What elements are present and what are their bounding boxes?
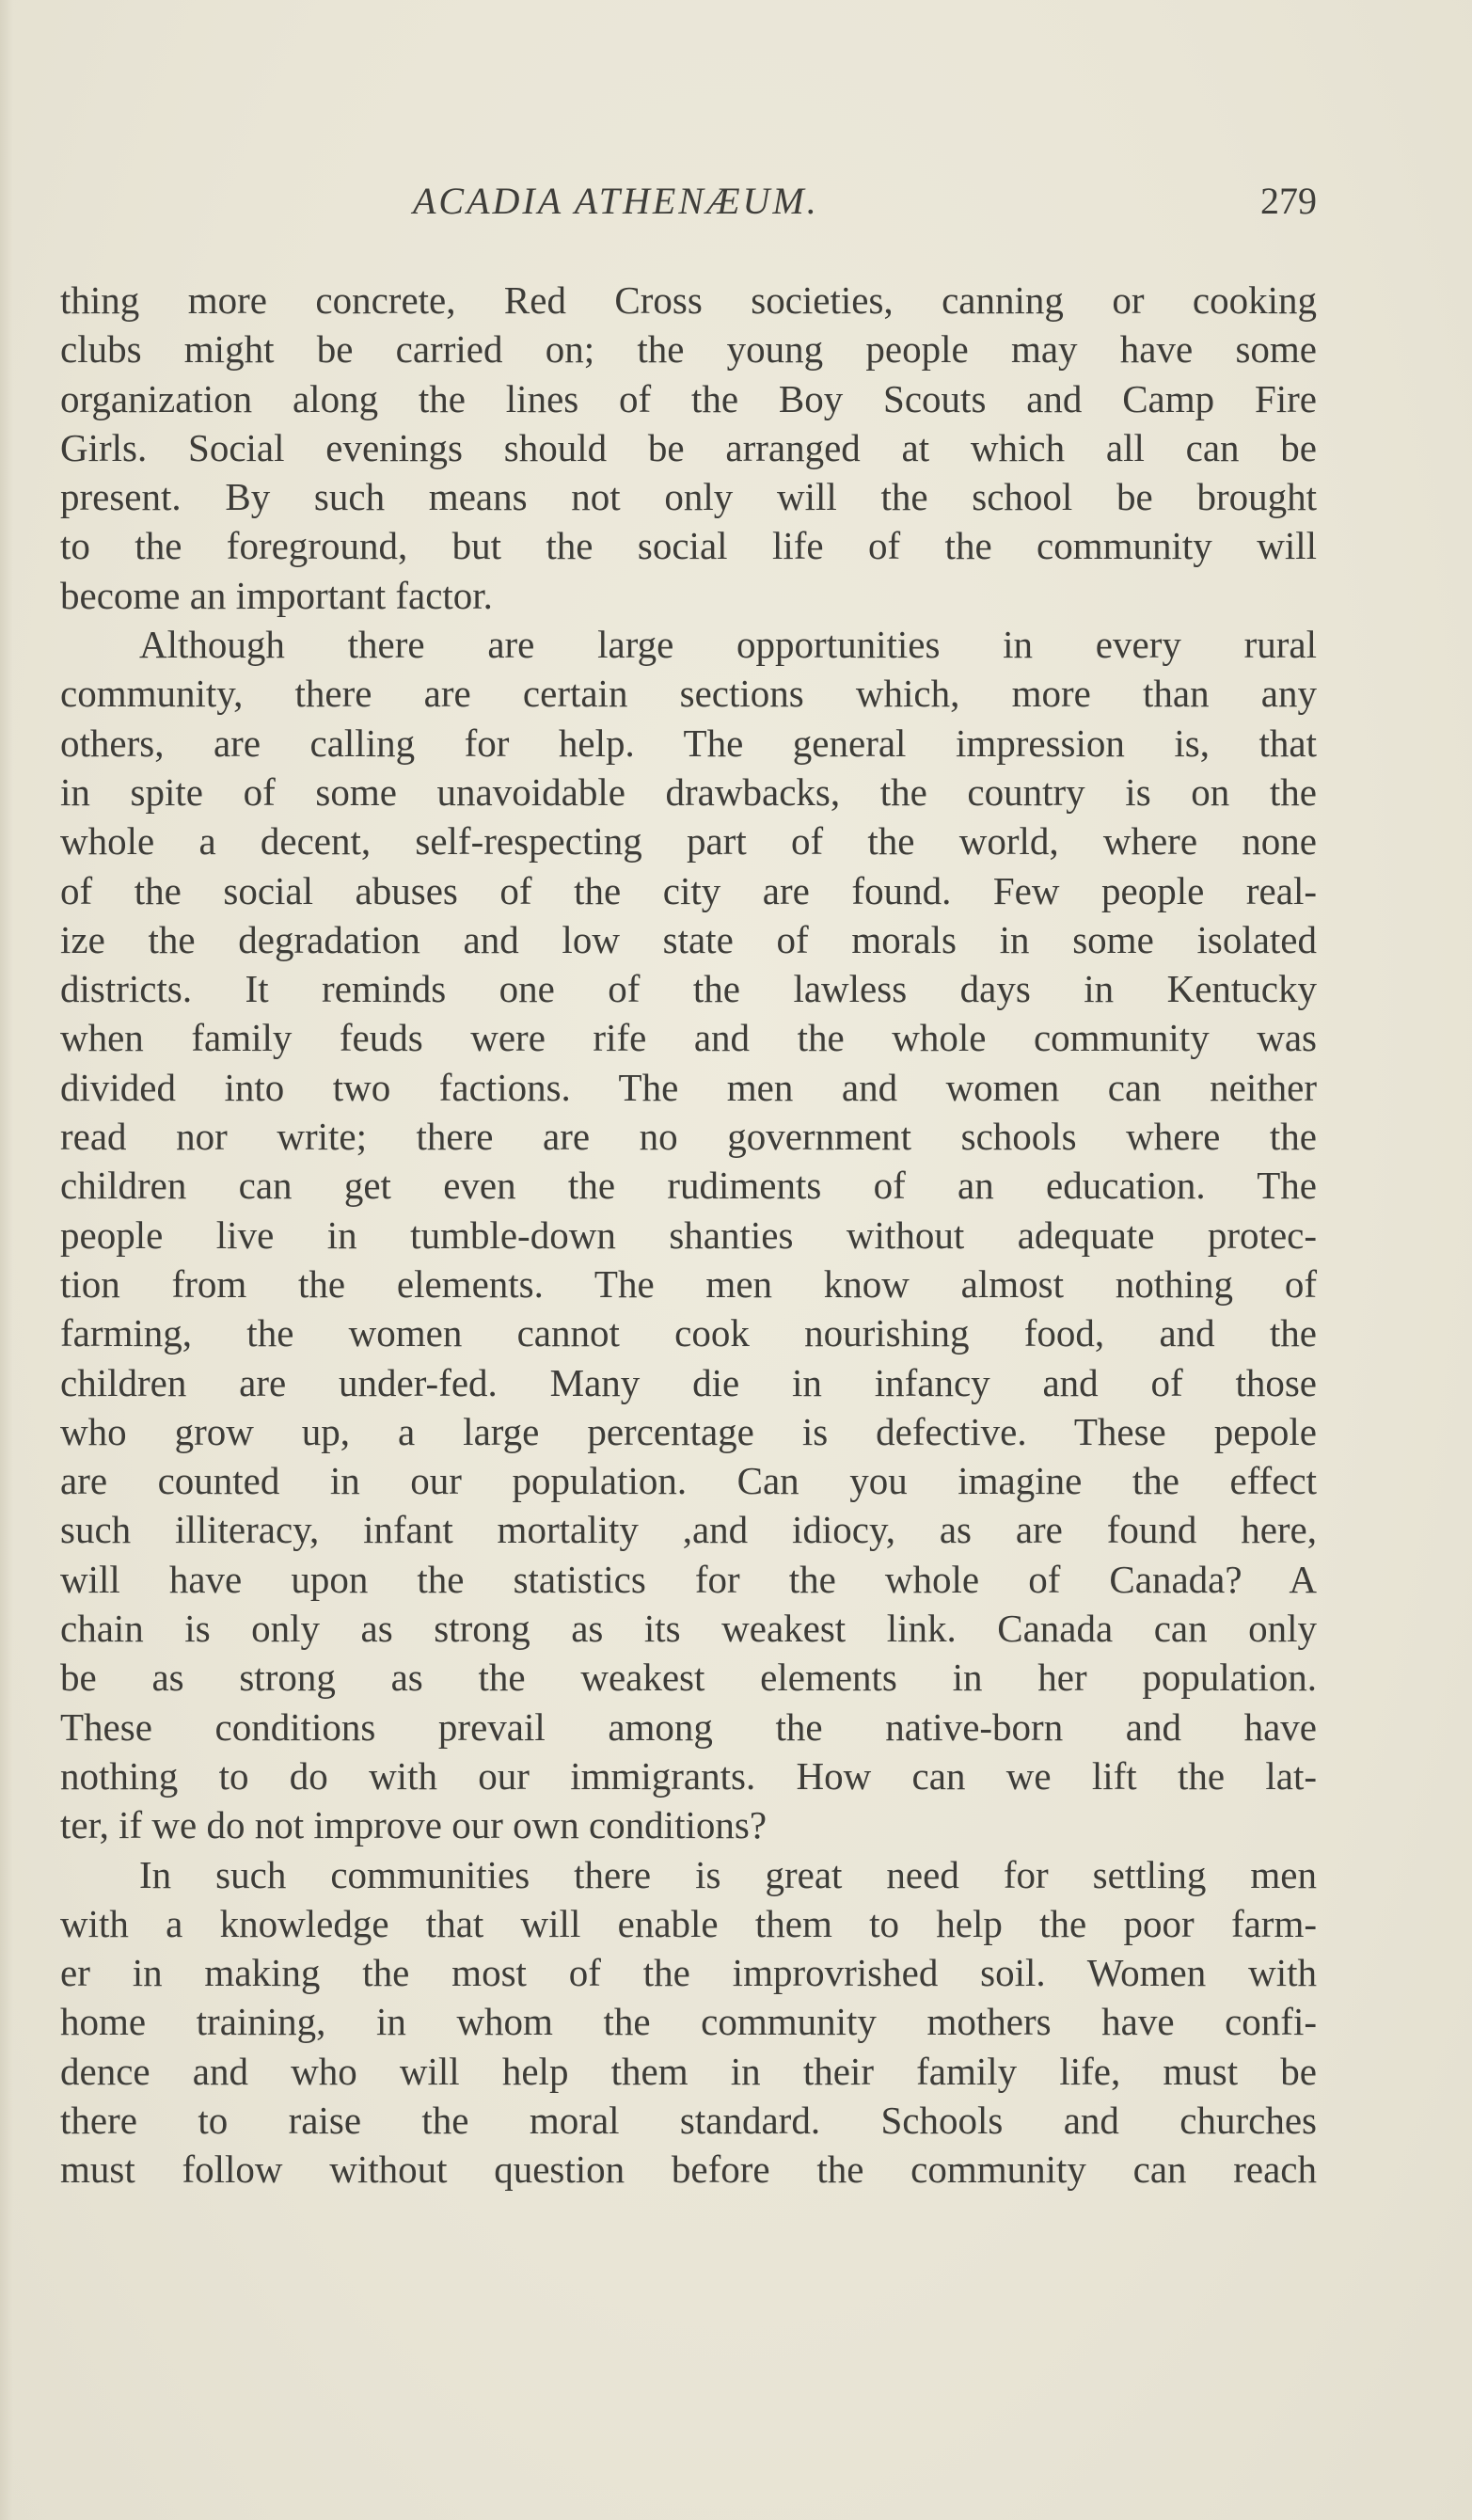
page-number: 279 [1260,180,1317,222]
text-line: there to raise the moral standard. Schools and churches [60,2098,1317,2142]
text-line: These conditions prevail among the native-born and have [60,1704,1317,1749]
text-line: such illiteracy, infant mortality ,and idiocy, as are found here, [60,1508,1317,1552]
text-line: who grow up, a large percentage is defective. These pepole [60,1409,1317,1453]
text-line: divided into two factions. The men and women can neither [60,1065,1317,1109]
text-line: nothing to do with our immigrants. How can we lift the lat- [60,1753,1317,1798]
text-line: others, are calling for help. The general impression is, that [60,721,1317,765]
text-line: of the social abuses of the city are found. Few people real- [60,868,1317,912]
page-gutter-shadow [0,0,13,2520]
text-line: whole a decent, self-respecting part of the world, where none [60,819,1317,864]
text-line: present. By such means not only will the school be brought [60,475,1317,519]
text-line: to the foreground, but the social life of the community will [60,524,1317,568]
text-line: er in making the most of the improvrished soil. Women with [60,1951,1317,1995]
text-line: In such communities there is great need for settling men [139,1852,1317,1896]
body-text [60,276,1317,2195]
text-line: must follow without question before the community can reach [60,2148,1317,2192]
text-line: organization along the lines of the Boy Scouts and Camp Fire [60,376,1317,420]
text-line: with a knowledge that will enable them to help the poor farm- [60,1901,1317,1945]
text-line: are counted in our population. Can you imagine the effect [60,1459,1317,1503]
text-line: ter, if we do not improve our own conditions? [60,1803,768,1847]
text-line: thing more concrete, Red Cross societies, canning or cooking [60,278,1317,322]
text-line: people live in tumble-down shanties without adequate protec- [60,1212,1317,1257]
text-line: children can get even the rudiments of an education. The [60,1164,1317,1208]
text-line: districts. It reminds one of the lawless days in Kentucky [60,967,1317,1011]
text-line: read nor write; there are no government schools where the [60,1115,1317,1159]
text-line: clubs might be carried on; the young people may have some [60,327,1317,372]
text-line: community, there are certain sections which, more than any [60,672,1317,716]
text-line: tion from the elements. The men know almost nothing of [60,1261,1317,1306]
text-line: Although there are large opportunities in every rural [139,623,1317,667]
text-line: farming, the women cannot cook nourishing food, and the [60,1311,1317,1355]
text-line: home training, in whom the community mothers have confi- [60,2000,1317,2044]
text-line: will have upon the statistics for the whole of Canada? A [60,1557,1317,1601]
running-title: ACADIA ATHENÆUM. [413,180,819,222]
text-line: become an important factor. [60,573,493,617]
page-header [60,179,1317,235]
text-line: be as strong as the weakest elements in her population. [60,1656,1317,1700]
text-line: dence and who will help them in their family life, must be [60,2049,1317,2093]
text-line: children are under-fed. Many die in infancy and of those [60,1360,1317,1404]
text-line: chain is only as strong as its weakest link. Canada can only [60,1607,1317,1651]
text-line: ize the degradation and low state of morals in some isolated [60,917,1317,961]
text-line: when family feuds were rife and the whole community was [60,1016,1317,1060]
text-line: in spite of some unavoidable drawbacks, the country is on the [60,769,1317,814]
text-line: Girls. Social evenings should be arranged at which all can be [60,425,1317,469]
